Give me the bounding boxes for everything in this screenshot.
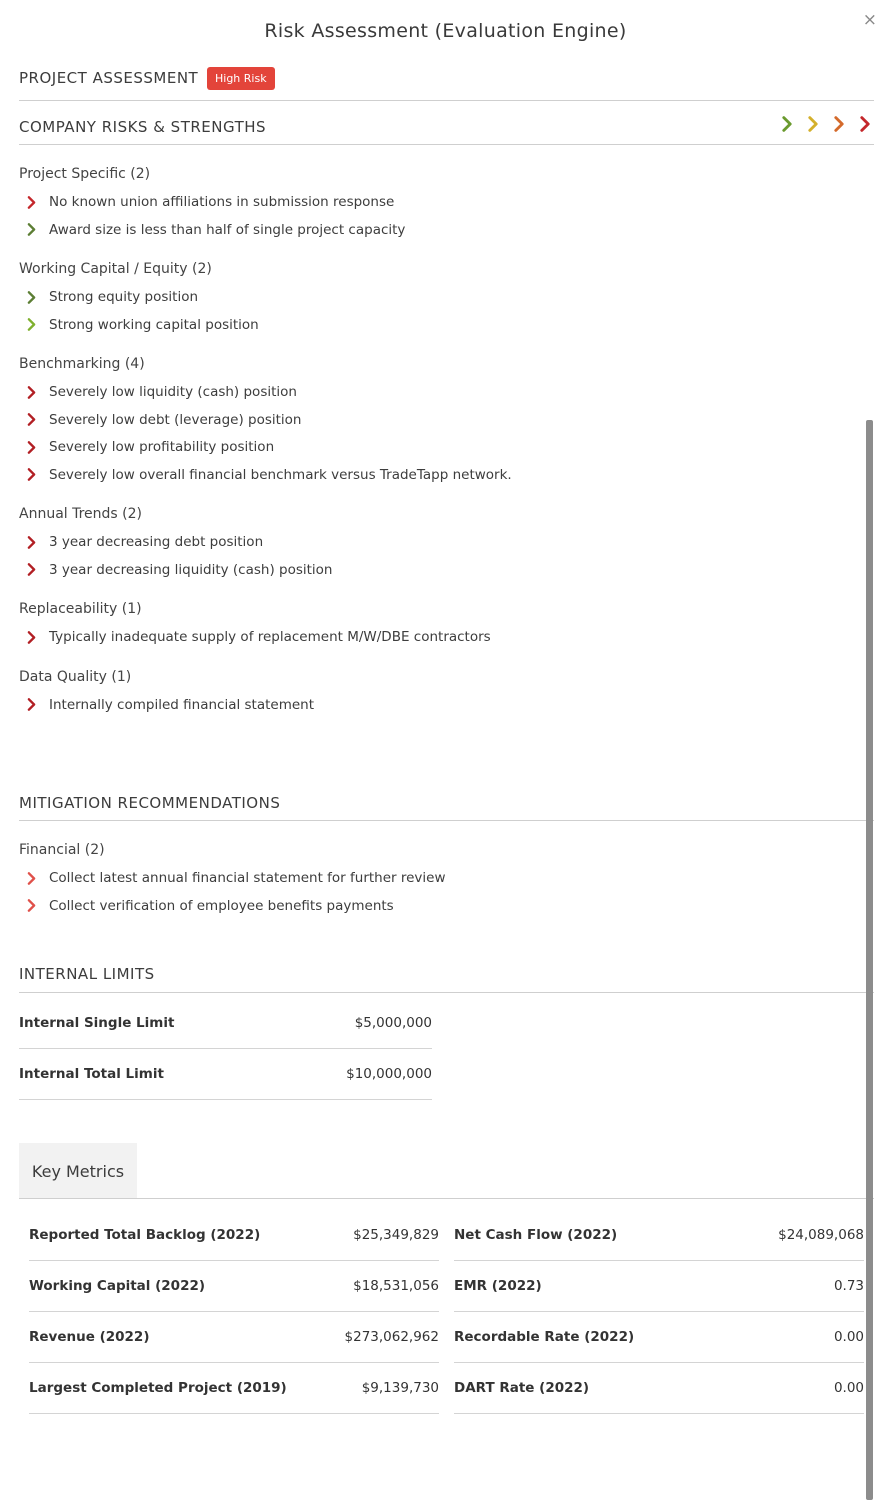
metric-value: 0.73 [833,1278,864,1294]
chevron-right-icon [24,630,38,644]
list-item [24,465,512,485]
chevron-right-icon [25,563,38,576]
company-risks-heading: COMPANY RISKS & STRENGTHS [19,118,267,136]
scrollbar[interactable] [866,420,873,1500]
metric-label: EMR (2022) [454,1278,542,1294]
metric-value: $273,062,962 [344,1329,439,1345]
group-title: Project Specific (2) [19,166,151,182]
project-assessment-heading: PROJECT ASSESSMENT [19,69,199,87]
chevron-right-icon [25,441,38,454]
chevron-right-icon [24,563,38,577]
chevron-right-icon [24,195,38,209]
list-item-text: Collect latest annual financial statement for further review [49,870,446,886]
chevron-right-icon [24,468,38,482]
metric-label: Largest Completed Project (2019) [29,1380,287,1396]
chevron-right-icon [24,899,38,913]
chevron-right-icon [857,116,873,132]
tab-key-metrics[interactable]: Key Metrics [19,1143,137,1199]
metric-label: Net Cash Flow (2022) [454,1227,618,1243]
chevron-right-icon [25,872,38,885]
metric-label: Recordable Rate (2022) [454,1329,635,1345]
list-item-text: 3 year decreasing debt position [49,534,264,550]
list-item-text: Internally compiled financial statement [49,696,315,713]
chevron-right-icon [831,116,847,132]
group-title: Financial (2) [19,842,105,858]
list-item-text: Typically inadequate supply of replacement M/W/DBE contractors [49,629,491,645]
chevron-right-icon [25,698,38,711]
list-item-text: Severely low debt (leverage) position [49,411,302,428]
limit-value: $10,000,000 [346,1066,432,1082]
risk-legend [779,116,873,132]
divider [19,100,874,101]
list-item [24,410,301,430]
list-item [24,315,259,335]
divider [19,144,874,145]
chevron-right-icon [805,116,821,132]
limit-label: Internal Single Limit [19,1015,175,1031]
group-title: Annual Trends (2) [19,506,143,522]
chevron-right-icon [25,318,38,331]
chevron-right-icon [24,318,38,332]
metric-row [29,1363,439,1414]
mitigation-heading: MITIGATION RECOMMENDATIONS [19,794,281,812]
list-item [24,868,446,888]
list-item [24,437,274,457]
list-item [24,220,405,240]
divider [19,1198,874,1199]
metric-row [29,1312,439,1363]
chevron-right-icon [25,631,38,644]
metric-label: Revenue (2022) [29,1329,150,1345]
chevron-right-icon [25,536,38,549]
risk-level-badge: High Risk [207,67,275,90]
chevron-right-icon [24,871,38,885]
limit-label: Internal Total Limit [19,1066,164,1082]
metric-row [454,1363,864,1414]
metric-value: 0.00 [833,1329,864,1345]
internal-total-limit-row [19,1049,432,1100]
list-item [24,287,198,307]
group-title: Replaceability (1) [19,601,142,617]
metric-row [454,1210,864,1261]
close-icon[interactable]: × [862,10,877,30]
chevron-right-icon [24,698,38,712]
chevron-right-icon [25,413,38,426]
group-title: Benchmarking (4) [19,356,145,372]
metric-value: $24,089,068 [778,1227,864,1243]
internal-limits-heading: INTERNAL LIMITS [19,965,155,983]
chevron-right-icon [24,385,38,399]
group-title: Working Capital / Equity (2) [19,261,212,277]
list-item-text: Collect verification of employee benefits payments [49,897,394,914]
metric-row [29,1210,439,1261]
chevron-right-icon [25,386,38,399]
metric-value: $18,531,056 [353,1278,439,1294]
list-item-text: Strong working capital position [49,316,259,333]
list-item [24,532,263,552]
chevron-right-icon [24,223,38,237]
list-item [24,192,394,212]
divider [19,820,874,821]
metric-row [454,1312,864,1363]
group-title: Data Quality (1) [19,668,132,685]
chevron-right-icon [779,116,795,132]
metric-value: $9,139,730 [361,1380,439,1396]
list-item-text: Award size is less than half of single project capacity [49,221,406,238]
list-item-text: Severely low liquidity (cash) position [49,384,297,400]
chevron-right-icon [25,468,38,481]
metric-value: $25,349,829 [353,1227,439,1243]
list-item-text: No known union affiliations in submission response [49,194,395,210]
list-item [24,627,491,647]
metric-label: Working Capital (2022) [29,1278,206,1294]
internal-single-limit-row [19,998,432,1049]
list-item-text: Severely low overall financial benchmark versus TradeTapp network. [49,466,512,483]
limit-value: $5,000,000 [354,1015,432,1031]
list-item-text: 3 year decreasing liquidity (cash) position [49,561,333,578]
chevron-right-icon [25,196,38,209]
chevron-right-icon [25,899,38,912]
chevron-right-icon [25,223,38,236]
chevron-right-icon [25,291,38,304]
divider [19,992,874,993]
metric-label: DART Rate (2022) [454,1380,590,1396]
list-item [24,560,332,580]
chevron-right-icon [24,413,38,427]
metric-value: 0.00 [833,1380,864,1396]
chevron-right-icon [24,440,38,454]
list-item [24,896,394,916]
chevron-right-icon [24,535,38,549]
metric-label: Reported Total Backlog (2022) [29,1227,261,1243]
metric-row [29,1261,439,1312]
list-item-text: Strong equity position [49,289,199,305]
list-item-text: Severely low profitability position [49,439,275,455]
metric-row [454,1261,864,1312]
modal-title: Risk Assessment (Evaluation Engine) [264,20,627,42]
list-item [24,382,297,402]
list-item [24,695,314,715]
chevron-right-icon [24,290,38,304]
